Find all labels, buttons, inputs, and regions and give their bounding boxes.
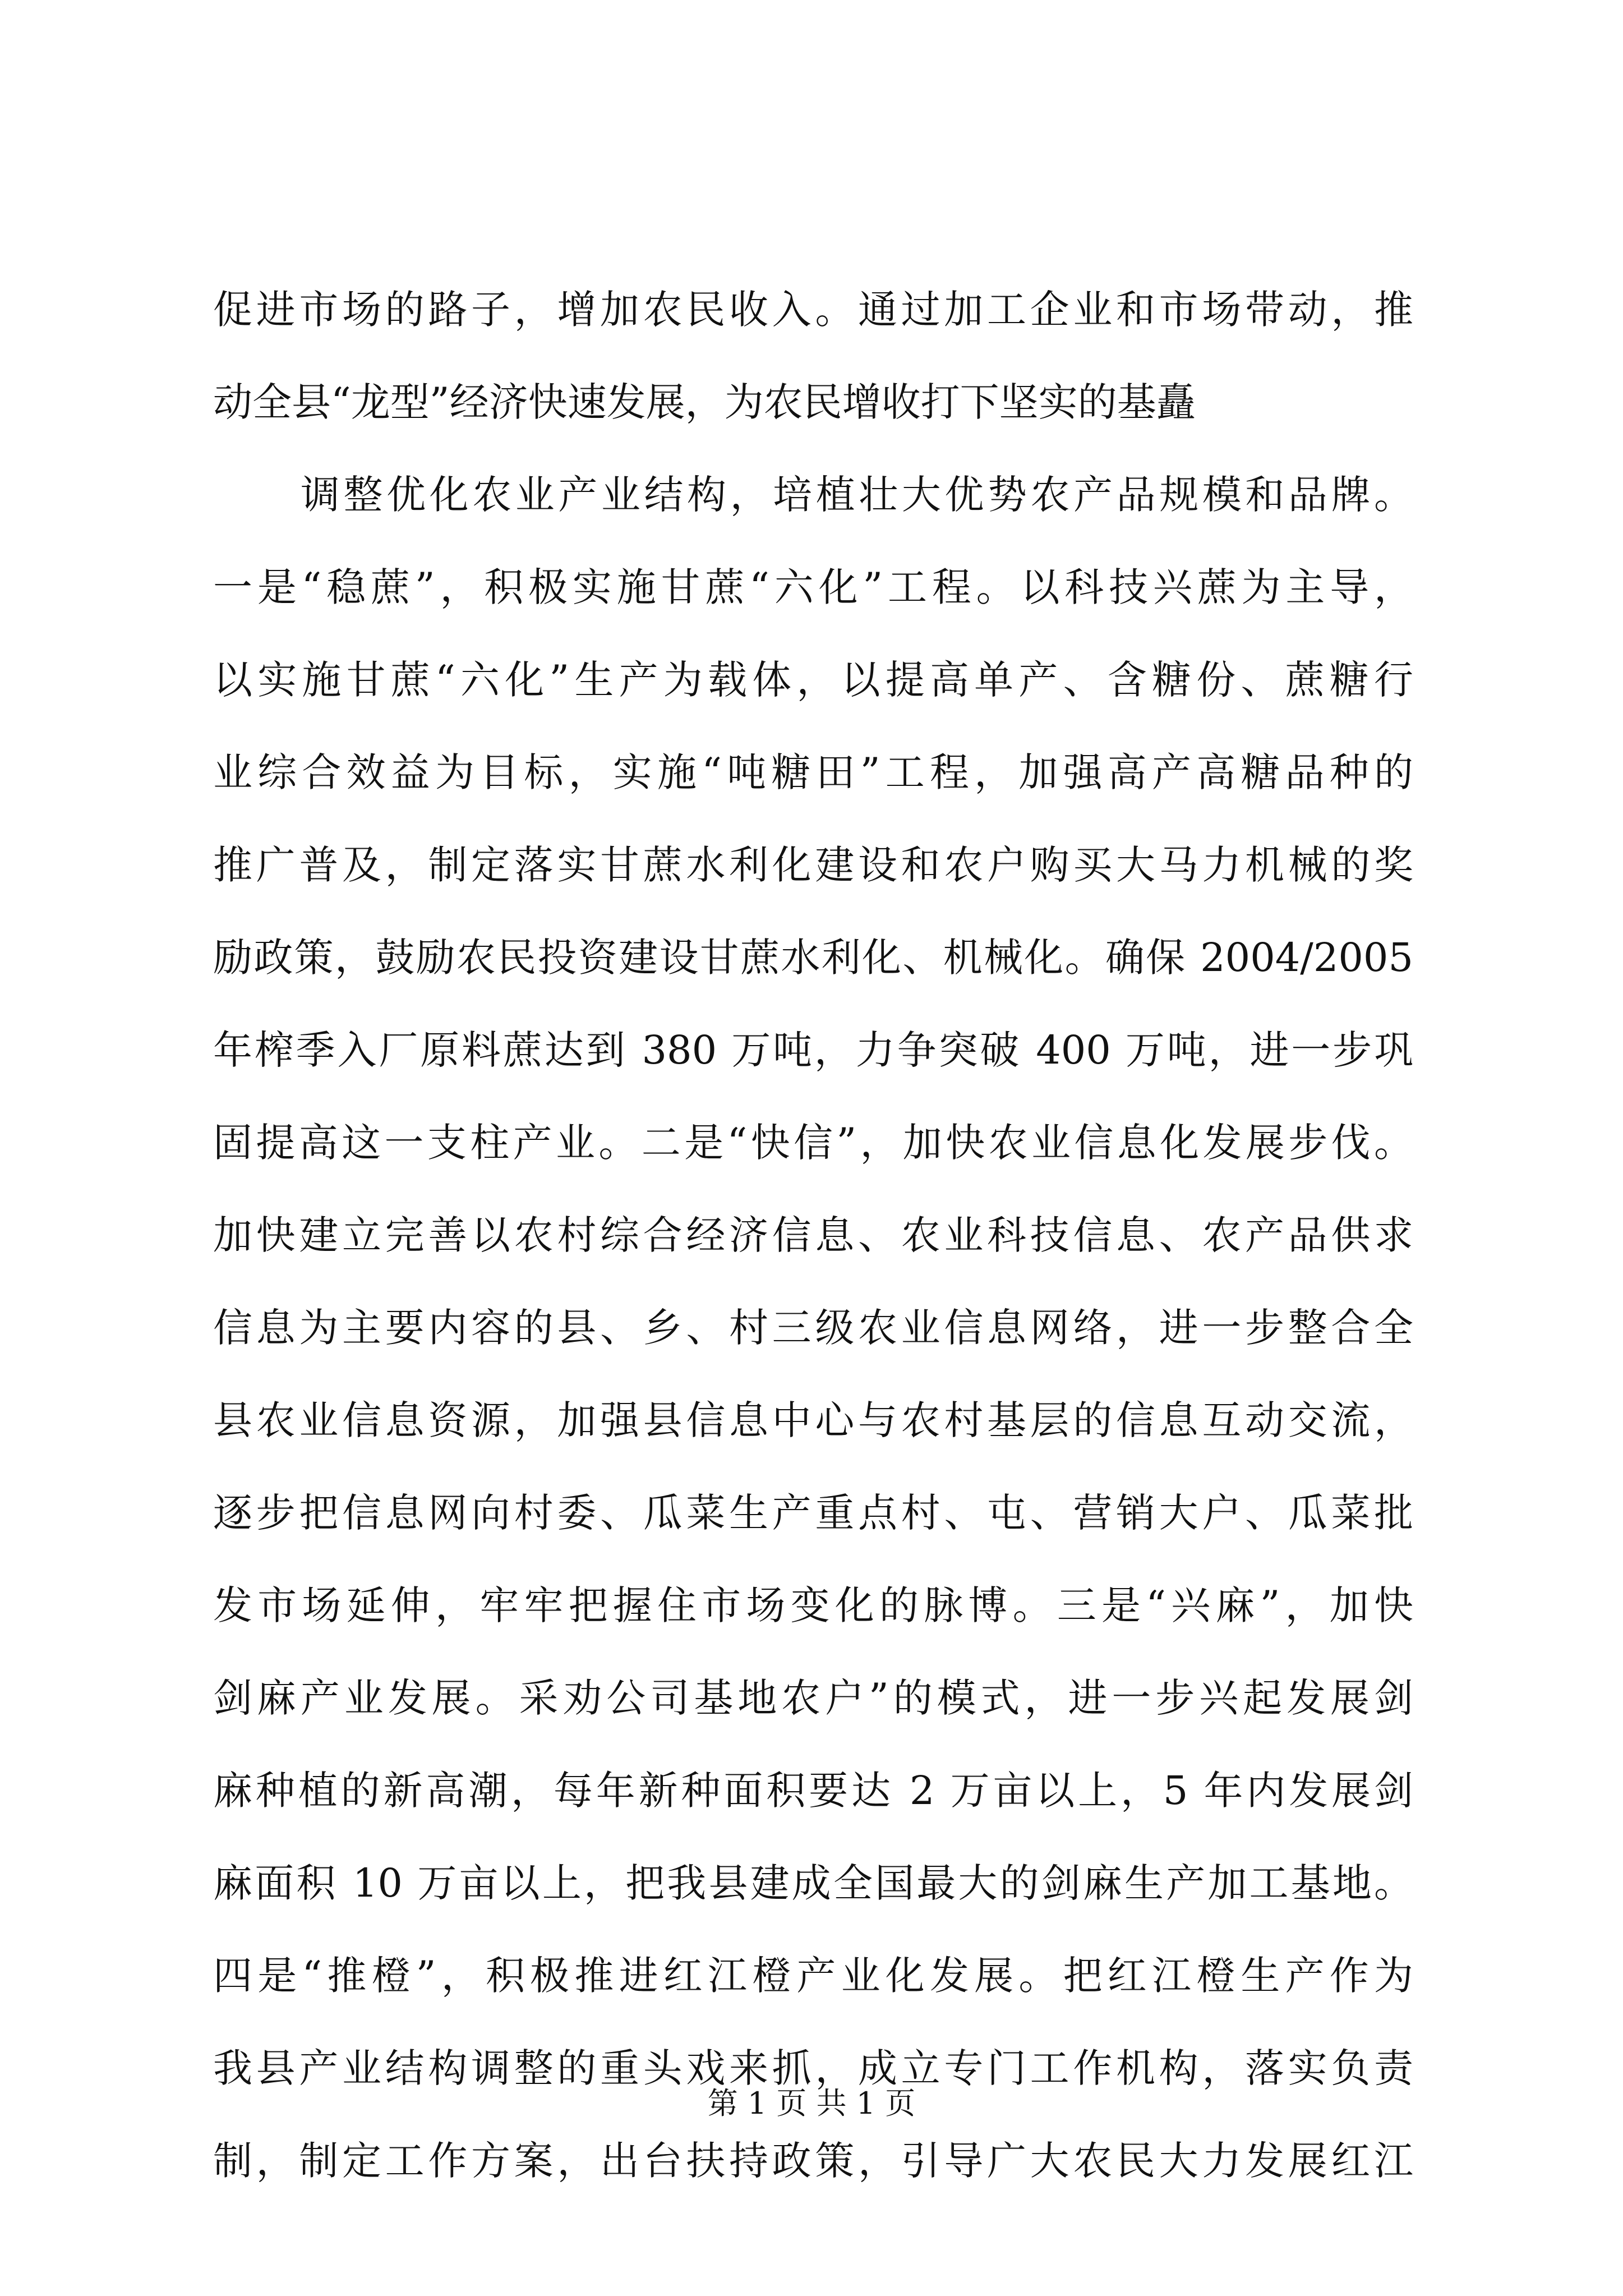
- text-line: 麻面积 10 万亩以上，把我县建成全国最大的剑麻生产加工基地。: [213, 1860, 1413, 1906]
- text-line: 我县产业结构调整的重头戏来抓，成立专门工作机构，落实负责: [213, 2045, 1413, 2091]
- paragraph-first-line: 调整优化农业产业结构，培植壮大优势农产品规模和品牌。: [301, 472, 1413, 518]
- text-line: 逐步把信息网向村委、瓜菜生产重点村、屯、营销大户、瓜菜批: [213, 1490, 1413, 1536]
- text-line: 制，制定工作方案，出台扶持政策，引导广大农民大力发展红江: [213, 2138, 1413, 2184]
- text-line: 四是“推橙”，积极推进红江橙产业化发展。把红江橙生产作为: [213, 1953, 1413, 1999]
- body-text: [213, 264, 1413, 2207]
- text-line: 信息为主要内容的县、乡、村三级农业信息网络，进一步整合全: [213, 1305, 1413, 1351]
- text-line: 促进市场的路子，增加农民收入。通过加工企业和市场带动，推: [213, 287, 1413, 333]
- page-footer: [0, 2084, 1623, 2123]
- text-line: 励政策，鼓励农民投资建设甘蔗水利化、机械化。确保 2004/2005: [213, 935, 1413, 981]
- text-line: 剑麻产业发展。采劝公司基地农户”的模式，进一步兴起发展剑: [213, 1675, 1413, 1721]
- text-line: 年榨季入厂原料蔗达到 380 万吨，力争突破 400 万吨，进一步巩: [213, 1027, 1413, 1073]
- text-line: 推广普及，制定落实甘蔗水利化建设和农户购买大马力机械的奖: [213, 842, 1413, 888]
- text-line: 动全县“龙型”经济快速发展，为农民增收打下坚实的基矗: [213, 379, 1196, 425]
- text-line: 发市场延伸，牢牢把握住市场变化的脉博。三是“兴麻”，加快: [213, 1582, 1413, 1628]
- text-line: 固提高这一支柱产业。二是“快信”，加快农业信息化发展步伐。: [213, 1120, 1413, 1166]
- text-line: 县农业信息资源，加强县信息中心与农村基层的信息互动交流，: [213, 1397, 1413, 1443]
- text-line: 麻种植的新高潮，每年新种面积要达 2 万亩以上，5 年内发展剑: [213, 1768, 1413, 1814]
- page-number: 第 1 页 共 1 页: [707, 2086, 916, 2121]
- text-line: 业综合效益为目标，实施“吨糖田”工程，加强高产高糖品种的: [213, 749, 1413, 795]
- text-line: 以实施甘蔗“六化”生产为载体，以提高单产、含糖份、蔗糖行: [213, 657, 1413, 703]
- text-line: 一是“稳蔗”，积极实施甘蔗“六化”工程。以科技兴蔗为主导，: [213, 564, 1413, 610]
- text-line: 加快建立完善以农村综合经济信息、农业科技信息、农产品供求: [213, 1212, 1413, 1258]
